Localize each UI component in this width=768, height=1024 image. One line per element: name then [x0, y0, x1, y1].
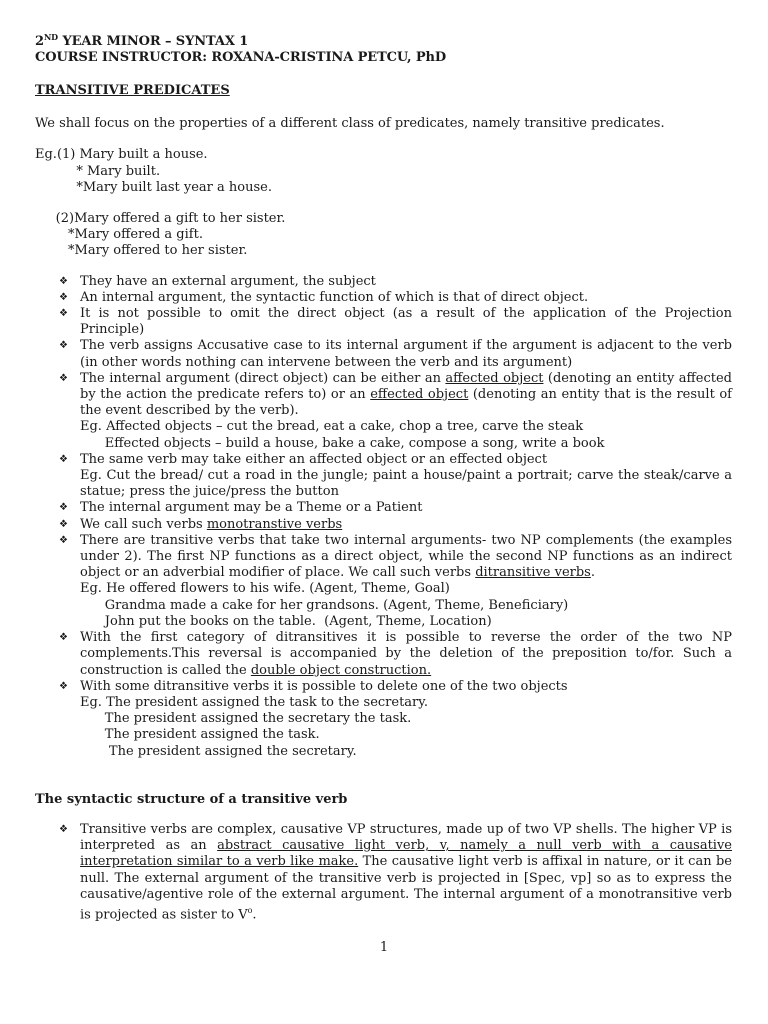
- example-line: Eg. He offered flowers to his wife. (Agent, Theme, Goal): [80, 581, 450, 597]
- term-affected-object: affected object: [445, 370, 544, 386]
- list-text: Transitive verbs are complex, causative VP structures, made up of two VP shells. The higher VP is interpreted as an: [80, 821, 732, 854]
- example-line: * Mary built.: [35, 163, 161, 179]
- section-heading: The syntactic structure of a transitive verb: [35, 791, 348, 807]
- list-text: The same verb may take either an affected object or an effected object: [80, 451, 548, 467]
- bullet-icon: ❖: [59, 372, 68, 384]
- example-line: John put the books on the table. (Agent, Theme, Location): [80, 613, 492, 629]
- list-text: With the first category of ditransitives it is possible to reverse the order of the two NP complements.This reversal is accompanied by the deletion of the preposition to/for. Such a construction is called the: [80, 630, 732, 678]
- bullet-icon: ❖: [59, 534, 68, 546]
- example-line: Eg. Affected objects – cut the bread, eat a cake, chop a tree, carve the steak: [80, 419, 584, 435]
- list-item: [59, 289, 732, 306]
- structure-list: [35, 822, 732, 924]
- example-line: The president assigned the secretary the task.: [80, 711, 412, 727]
- list-item: [59, 821, 733, 924]
- list-text: The verb assigns Accusative case to its internal argument if the argument is adjacent to the verb (in other words nothing can intervene between the verb and its argument): [80, 338, 732, 370]
- page-number: 1: [379, 940, 389, 955]
- list-item: [59, 500, 732, 516]
- term-light-verb: abstract causative light verb, v, namely a null verb with a causative interpretation similar to a verb like make.: [80, 838, 733, 870]
- course-year-line: [35, 34, 732, 50]
- document-page: [35, 34, 732, 923]
- example-line: *Mary offered to her sister.: [35, 243, 248, 259]
- example-line: Grandma made a cake for her grandsons. (Agent, Theme, Beneficiary): [80, 597, 569, 613]
- list-text: (denoting an entity that is the result of the event described by the verb).: [80, 387, 732, 419]
- example-line: Effected objects – build a house, bake a cake, compose a song, write a book: [80, 435, 605, 451]
- bullet-icon: ❖: [59, 680, 68, 692]
- list-item: [59, 516, 732, 533]
- list-text: With some ditransitive verbs it is possible to delete one of the two objects: [80, 678, 568, 694]
- bullet-icon: ❖: [59, 340, 68, 352]
- example-line: Eg.(1) Mary built a house.: [35, 147, 208, 163]
- year-number: 2: [35, 34, 44, 49]
- example-block-2: [35, 211, 732, 260]
- superscript: o: [247, 905, 253, 915]
- list-text: There are transitive verbs that take two internal arguments- two NP complements (the examples under 2). The first NP functions as a direct object, while the second NP functions as an indirect object or an adverbial modifier of place. We call such verbs: [80, 532, 732, 581]
- list-item: [59, 451, 732, 501]
- course-header: [35, 34, 732, 66]
- list-item: [59, 532, 732, 630]
- list-item: [59, 630, 732, 679]
- list-text: It is not possible to omit the direct object (as a result of the application of the Projection Principle): [80, 306, 732, 338]
- bullet-icon: ❖: [59, 518, 68, 530]
- course-instructor: COURSE INSTRUCTOR: ROXANA-CRISTINA PETCU, PhD: [35, 50, 447, 65]
- bullet-icon: ❖: [59, 291, 68, 303]
- bullet-icon: ❖: [59, 823, 68, 835]
- list-text: We call such verbs: [80, 516, 207, 532]
- bullet-icon: ❖: [59, 502, 68, 514]
- term-effected-object: effected object: [370, 387, 469, 403]
- bullet-icon: ❖: [59, 632, 68, 644]
- bullet-icon: ❖: [59, 308, 68, 320]
- bullet-icon: ❖: [59, 275, 68, 287]
- list-item: [59, 273, 732, 290]
- year-ordinal: ND: [43, 32, 59, 42]
- list-text: An internal argument, the syntactic function of which is that of direct object.: [80, 289, 589, 305]
- list-text: (denoting an entity affected by the action the predicate refers to) or an: [80, 370, 732, 403]
- term-ditransitive: ditransitive verbs: [475, 565, 591, 581]
- example-line: Eg. The president assigned the task to the secretary.: [80, 694, 429, 710]
- list-text: They have an external argument, the subject: [80, 273, 376, 289]
- list-item: [59, 306, 732, 338]
- example-line: *Mary offered a gift.: [35, 227, 203, 243]
- term-double-object: double object construction.: [250, 662, 432, 678]
- list-text: .: [252, 907, 257, 923]
- example-line: Eg. Cut the bread/ cut a road in the jungle; paint a house/paint a portrait; carve the steak/carve a statue; press the juice/press the button: [80, 468, 732, 500]
- example-line: The president assigned the task.: [80, 727, 320, 743]
- example-block-1: [35, 147, 732, 196]
- intro-paragraph: We shall focus on the properties of a different class of predicates, namely transitive predicates.: [35, 116, 665, 132]
- list-item: [59, 370, 732, 452]
- properties-list: [35, 274, 732, 760]
- list-text: The internal argument (direct object) can be either an: [80, 370, 446, 386]
- course-title: YEAR MINOR – SYNTAX 1: [58, 34, 249, 49]
- list-text: The causative light verb is affixal in nature, or it can be null. The external argument of the transitive verb is projected in [Spec, vp] so as to express the causative/agentive role of the external argument. The internal argument of a monotransitive verb is projected as sister to V: [80, 854, 732, 923]
- list-item: [59, 338, 732, 370]
- example-line: (2)Mary offered a gift to her sister.: [35, 211, 286, 227]
- term-monotransitive: monotranstive verbs: [206, 516, 343, 532]
- example-line: The president assigned the secretary.: [80, 743, 357, 759]
- section-title: TRANSITIVE PREDICATES: [35, 83, 230, 98]
- list-text: The internal argument may be a Theme or a Patient: [80, 500, 423, 516]
- bullet-icon: ❖: [59, 453, 68, 465]
- example-line: *Mary built last year a house.: [35, 179, 272, 195]
- list-item: [59, 678, 732, 760]
- list-text: .: [590, 565, 595, 581]
